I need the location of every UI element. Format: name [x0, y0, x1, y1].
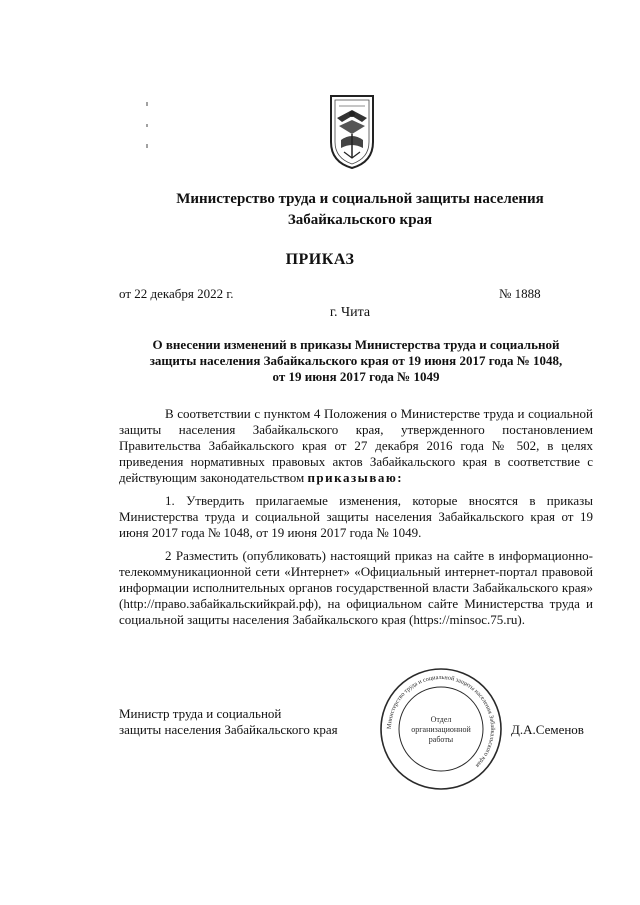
order-city: г. Чита — [329, 305, 371, 320]
official-stamp — [378, 666, 504, 792]
order-title: ПРИКАЗ — [285, 251, 355, 268]
stamp-ring-text: Министерство труда и социальной защиты населения Забайкальского края — [385, 673, 497, 769]
ministry-line-1: Министерство труда и социальной защиты населения — [176, 191, 544, 207]
order-subject — [118, 337, 594, 385]
item-1-paragraph: 1. Утвердить прилагаемые изменения, которые вносятся в приказы Министерства труда и социальной защиты населения Забайкальского края от 19 июня 2017 года № 1048, от 19 июня 2017 года № 1049. — [119, 493, 593, 540]
stamp-center-line-3: работы — [428, 735, 454, 744]
signer-position — [119, 706, 338, 738]
preamble-paragraph — [119, 406, 593, 486]
coat-of-arms-icon — [327, 92, 377, 170]
subject-line-3: от 19 июня 2017 года № 1049 — [272, 369, 440, 384]
preamble-text: В соответствии с пунктом 4 Положения о Министерстве труда и социальной защиты населения Забайкальского края, утвержденного постановлением Правительства Забайкальского края от 27 декабря 2016 года № 502, в целях приведения нормативных правовых актов Забайкальского края в соответствие с действующим законодательством — [119, 406, 593, 485]
signer-position-line-2: защиты населения Забайкальского края — [119, 722, 338, 737]
ministry-line-2: Забайкальского края — [287, 212, 433, 228]
signer-position-line-1: Министр труда и социальной — [119, 706, 282, 721]
order-number: № 1888 — [499, 286, 541, 301]
stamp-center-line-2: организационной — [411, 725, 471, 734]
ministry-name — [100, 189, 620, 231]
subject-line-2: защиты населения Забайкальского края от 19 июня 2017 года № 1048, — [149, 353, 563, 368]
order-directive: приказываю: — [307, 470, 404, 485]
signer-name: Д.А.Семенов — [511, 722, 584, 737]
item-2-paragraph: 2 Разместить (опубликовать) настоящий приказ на сайте в информационно-телекоммуникационной сети «Интернет» «Официальный интернет-портал правовой информации исполнительных органов государственной власти Забайкальского края» (http://право.забайкальскийкрай.рф), на официальном сайте Министерства труда и социальной защиты населения Забайкальского края (https://minsoc.75.ru). — [119, 548, 593, 627]
scan-marks — [144, 100, 152, 160]
subject-line-1: О внесении изменений в приказы Министерства труда и социальной — [152, 337, 560, 352]
order-date: от 22 декабря 2022 г. — [119, 286, 234, 301]
stamp-center-line-1: Отдел — [430, 715, 452, 724]
